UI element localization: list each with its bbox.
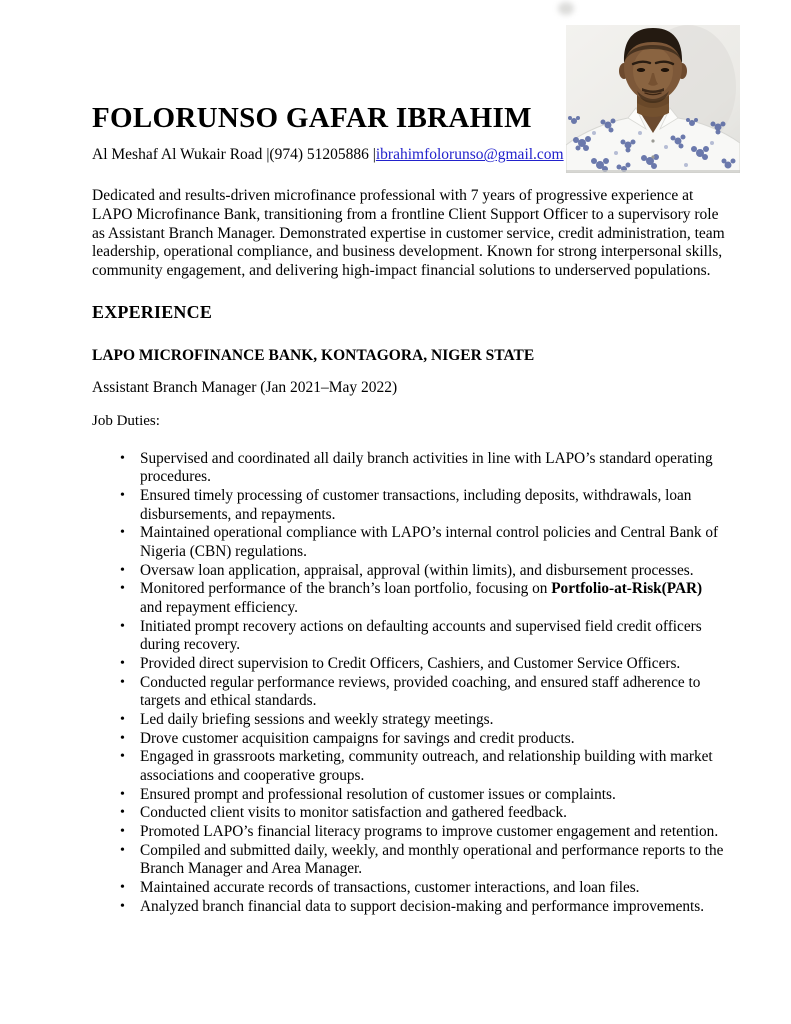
experience-section-title: EXPERIENCE [92,301,213,322]
job-title-dates: Assistant Branch Manager (Jan 2021–May 2022) [92,378,398,396]
duty-item: • Compiled and submitted daily, weekly, and monthly operational and performance reports to the Branch Manager and Area Manager. [92,842,725,879]
duty-item: • Analyzed branch financial data to support decision-making and performance improvements. [92,898,725,917]
duty-item: • Supervised and coordinated all daily branch activities in line with LAPO’s standard operating procedures. [92,450,725,487]
duty-item: • Conducted regular performance reviews, provided coaching, and ensured staff adherence to targets and ethical standards. [92,674,725,711]
contact-separator: | [262,146,270,164]
duty-item: • Monitored performance of the branch’s loan portfolio, focusing on Portfolio-at-Risk(PAR) and repayment efficiency. [92,580,725,617]
duty-item: • Provided direct supervision to Credit Officers, Cashiers, and Customer Service Officers. [92,655,725,674]
employer-name: LAPO MICROFINANCE BANK, KONTAGORA, NIGER STATE [92,346,535,364]
duty-item: • Conducted client visits to monitor satisfaction and gathered feedback. [92,804,725,823]
duty-item: • Ensured timely processing of customer transactions, including deposits, withdrawals, loan disbursements, and repayments. [92,487,725,524]
duty-item: • Initiated prompt recovery actions on defaulting accounts and supervised field credit officers during recovery. [92,618,725,655]
job-duties-label: Job Duties: [92,412,160,429]
contact-phone: (974) 51205886 [269,146,369,164]
duty-item: • Maintained accurate records of transactions, customer interactions, and loan files. [92,879,725,898]
job-duties-list [92,450,725,916]
contact-separator: | [368,146,376,164]
duty-item: • Drove customer acquisition campaigns for savings and credit products. [92,730,725,749]
duty-item: • Maintained operational compliance with LAPO’s internal control policies and Central Bank of Nigeria (CBN) regulations. [92,524,725,561]
contact-line [92,146,725,165]
duty-item: • Ensured prompt and professional resolution of customer issues or complaints. [92,786,725,805]
resume-content [92,0,725,916]
professional-summary: Dedicated and results-driven microfinance professional with 7 years of progressive experience at LAPO Microfinance Bank, transitioning from a frontline Client Support Officer to a supervisory role as Assistant Branch Manager. Demonstrated expertise in customer service, credit administration, team leadership, operational compliance, and business development. Known for strong interpersonal skills, community engagement, and delivering high-impact financial solutions to underserved populations. [92,187,725,280]
duty-item: • Led daily briefing sessions and weekly strategy meetings. [92,711,725,730]
duty-item: • Oversaw loan application, appraisal, approval (within limits), and disbursement processes. [92,562,725,581]
duty-item: • Engaged in grassroots marketing, community outreach, and relationship building with market associations and cooperative groups. [92,748,725,785]
duty-item: • Promoted LAPO’s financial literacy programs to improve customer engagement and retention. [92,823,725,842]
contact-address: Al Meshaf Al Wukair Road [92,146,263,164]
email-link[interactable]: ibrahimfolorunso@gmail.com [375,146,564,164]
candidate-name: FOLORUNSO GAFAR IBRAHIM [92,102,532,134]
